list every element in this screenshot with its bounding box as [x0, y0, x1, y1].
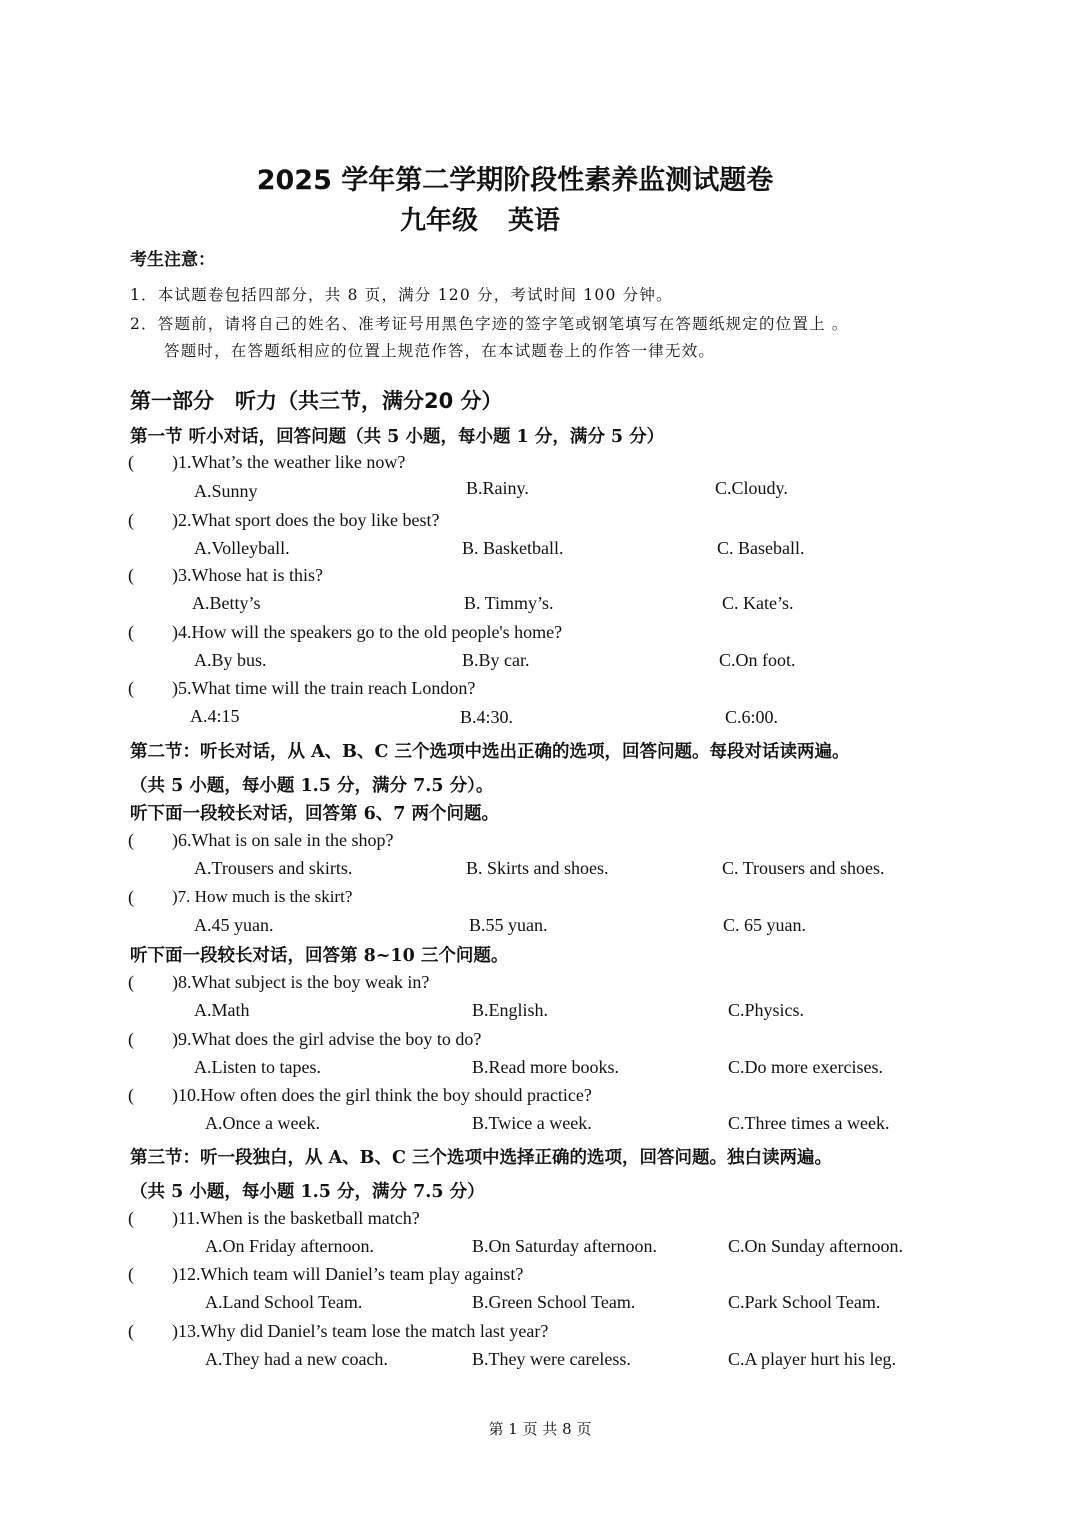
option-11c: C.On Sunday afternoon. — [728, 1236, 903, 1256]
question-13: )13.Why did Daniel’s team lose the match last year? — [172, 1321, 549, 1341]
subject-label: 英语 — [508, 206, 561, 236]
option-3a: A.Betty’s — [192, 593, 261, 613]
option-3b: B. Timmy’s. — [464, 593, 554, 613]
option-9c: C.Do more exercises. — [728, 1057, 883, 1077]
exam-subtitle — [400, 200, 590, 237]
option-5b: B.4:30. — [460, 707, 514, 727]
answer-blank[interactable]: ( — [128, 1208, 134, 1228]
option-4c: C.On foot. — [719, 650, 796, 670]
answer-blank[interactable]: ( — [128, 678, 134, 698]
option-12b: B.Green School Team. — [472, 1292, 636, 1312]
option-12c: C.Park School Team. — [728, 1292, 881, 1312]
notice-heading: 考生注意： — [130, 250, 215, 270]
question-1: )1.What’s the weather like now? — [172, 452, 406, 472]
option-8c: C.Physics. — [728, 1000, 805, 1020]
option-10b: B.Twice a week. — [472, 1113, 592, 1133]
option-1a: A.Sunny — [194, 481, 258, 501]
option-10a: A.Once a week. — [205, 1113, 320, 1133]
option-1b: B.Rainy. — [466, 478, 529, 498]
option-6c: C. Trousers and shoes. — [722, 858, 885, 878]
question-3: )3.Whose hat is this? — [172, 565, 323, 585]
section1-title: 第一节 听小对话，回答问题（共 5 小题，每小题 1 分，满分 5 分） — [130, 427, 665, 447]
option-7c: C. 65 yuan. — [723, 915, 806, 935]
option-4a: A.By bus. — [194, 650, 267, 670]
option-8b: B.English. — [472, 1000, 549, 1020]
section2-instruction-2: 听下面一段较长对话，回答第 8~10 三个问题。 — [130, 946, 509, 966]
answer-blank[interactable]: ( — [128, 622, 134, 642]
option-4b: B.By car. — [462, 650, 530, 670]
option-1c: C.Cloudy. — [715, 478, 788, 498]
option-11b: B.On Saturday afternoon. — [472, 1236, 657, 1256]
option-6a: A.Trousers and skirts. — [194, 858, 353, 878]
question-11: )11.When is the basketball match? — [172, 1208, 420, 1228]
section3-title: 第三节：听一段独白，从 A、B、C 三个选项中选择正确的选项，回答问题。独白读两遍。 — [130, 1148, 832, 1168]
question-2: )2.What sport does the boy like best? — [172, 510, 440, 530]
question-7: )7. How much is the skirt? — [172, 887, 353, 906]
option-5a: A.4:15 — [190, 706, 240, 726]
option-13c: C.A player hurt his leg. — [728, 1349, 896, 1369]
question-12: )12.Which team will Daniel’s team play against? — [172, 1264, 524, 1284]
notice-item-2: 2．答题前，请将自己的姓名、准考证号用黑色字迹的签字笔或钢笔填写在答题纸规定的位置上 。 — [130, 315, 849, 333]
option-9a: A.Listen to tapes. — [194, 1057, 321, 1077]
answer-blank[interactable]: ( — [128, 565, 134, 585]
notice-item-1: 1．本试题卷包括四部分，共 8 页，满分 120 分，考试时间 100 分钟。 — [130, 286, 673, 304]
option-13b: B.They were careless. — [472, 1349, 631, 1369]
option-10c: C.Three times a week. — [728, 1113, 890, 1133]
question-9: )9.What does the girl advise the boy to do? — [172, 1029, 482, 1049]
option-5c: C.6:00. — [725, 707, 779, 727]
option-8a: A.Math — [194, 1000, 250, 1020]
option-9b: B.Read more books. — [472, 1057, 619, 1077]
answer-blank[interactable]: ( — [128, 1029, 134, 1049]
answer-blank[interactable]: ( — [128, 830, 134, 850]
answer-blank[interactable]: ( — [128, 452, 134, 472]
option-12a: A.Land School Team. — [205, 1292, 363, 1312]
page-footer: 第 1 页 共 8 页 — [488, 1420, 592, 1438]
option-7a: A.45 yuan. — [194, 915, 274, 935]
option-3c: C. Kate’s. — [722, 593, 794, 613]
option-2b: B. Basketball. — [462, 538, 564, 558]
answer-blank[interactable]: ( — [128, 1264, 134, 1284]
section2-title: 第二节：听长对话，从 A、B、C 三个选项中选出正确的选项，回答问题。每段对话读两遍。 — [130, 742, 850, 762]
answer-blank[interactable]: ( — [128, 510, 134, 530]
question-6: )6.What is on sale in the shop? — [172, 830, 394, 850]
section2-instruction-1: 听下面一段较长对话，回答第 6、7 两个问题。 — [130, 804, 500, 824]
question-8: )8.What subject is the boy weak in? — [172, 972, 430, 992]
answer-blank[interactable]: ( — [128, 1321, 134, 1341]
question-10: )10.How often does the girl think the boy should practice? — [172, 1085, 592, 1105]
option-2a: A.Volleyball. — [194, 538, 290, 558]
notice-item-3: 答题时，在答题纸相应的位置上规范作答，在本试题卷上的作答一律无效。 — [164, 342, 716, 360]
option-2c: C. Baseball. — [717, 538, 805, 558]
question-5: )5.What time will the train reach London? — [172, 678, 476, 698]
grade-label: 九年级 — [400, 206, 479, 236]
option-7b: B.55 yuan. — [469, 915, 548, 935]
part1-title: 第一部分 听力（共三节，满分20 分） — [130, 389, 503, 413]
answer-blank[interactable]: ( — [128, 972, 134, 992]
section3-scoring: （共 5 小题，每小题 1.5 分，满分 7.5 分） — [130, 1182, 485, 1202]
option-6b: B. Skirts and shoes. — [466, 858, 609, 878]
option-11a: A.On Friday afternoon. — [205, 1236, 374, 1256]
answer-blank[interactable]: ( — [128, 887, 134, 907]
section2-scoring: （共 5 小题，每小题 1.5 分，满分 7.5 分）。 — [130, 776, 494, 796]
exam-title: 2025 学年第二学期阶段性素养监测试题卷 — [256, 165, 774, 196]
answer-blank[interactable]: ( — [128, 1085, 134, 1105]
option-13a: A.They had a new coach. — [205, 1349, 388, 1369]
question-4: )4.How will the speakers go to the old people's home? — [172, 622, 563, 642]
